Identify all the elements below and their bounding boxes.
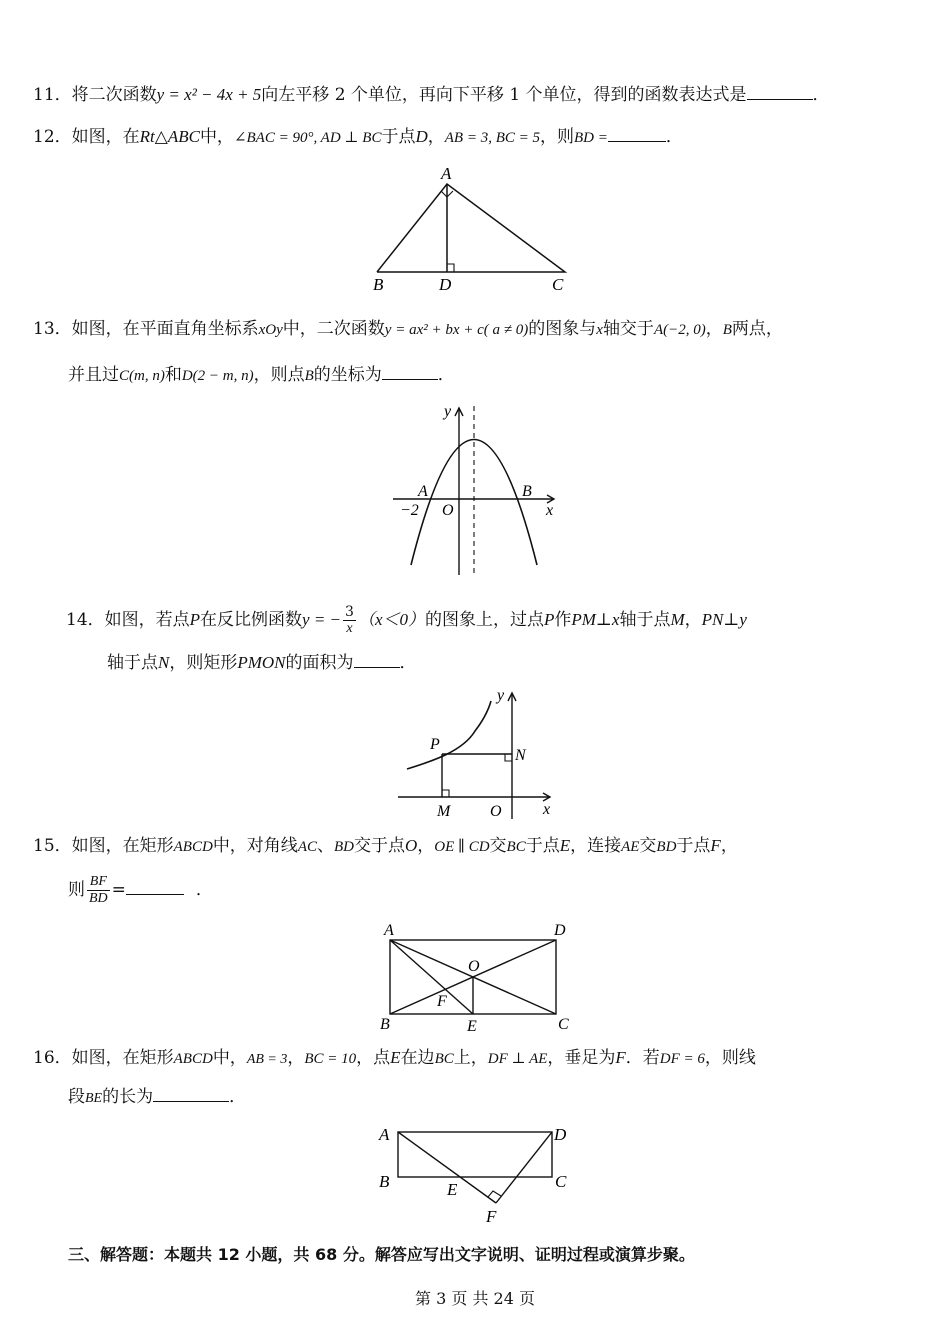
fraction-bf-over-bd: $\frac{BF}{BD}$ (89, 874, 108, 906)
answer-blank[interactable] (354, 650, 400, 668)
label-o: O (442, 502, 454, 519)
q13-parabola-figure (388, 398, 563, 580)
right-angle-mark-f (488, 1191, 501, 1197)
question-11: 11．将二次函数y = x² − 4x + 5向左平移 2 个单位，再向下平移 1 个单位，得到的函数表达式是 ． (33, 82, 830, 107)
label-c: C (558, 1016, 569, 1033)
question-14-line2: 轴于点N，则矩形PMON的面积为 ． (107, 650, 417, 675)
q15-rectangle-figure (378, 918, 578, 1036)
section-3-heading: 三、解答题：本题共 12 小题，共 68 分。解答应写出文字说明、证明过程或演算步聚。 (68, 1245, 695, 1264)
answer-blank[interactable] (747, 82, 813, 100)
question-number: 11． (33, 85, 72, 105)
answer-blank[interactable] (382, 362, 438, 380)
answer-blank[interactable] (126, 877, 184, 895)
label-b: B (380, 1016, 390, 1033)
hyperbola-curve (407, 701, 491, 769)
label-o: O (468, 958, 480, 975)
label-b: B (379, 1172, 390, 1191)
right-angle-mark-n (505, 754, 512, 761)
label-p: P (430, 736, 440, 753)
label-a: A (384, 922, 394, 939)
q12-triangle-figure (366, 162, 576, 297)
label-c: C (552, 275, 564, 294)
question-16-line2: 段BE的长为 ． (68, 1084, 246, 1111)
label-d: D (554, 922, 566, 939)
question-number: 15． (33, 836, 72, 856)
label-o: O (490, 803, 502, 820)
question-16: 16．如图，在矩形ABCD中，AB = 3，BC = 10，点E在边BC上，DF ⊥ AE，垂足为F．若DF = 6，则线 (33, 1048, 756, 1068)
question-12: 12．如图，在Rt△ABC中，∠BAC = 90°, AD ⊥ BC于点D，AB = 3, BC = 5，则BD = ． (33, 124, 683, 150)
label-a: A (418, 483, 428, 500)
q16-rectangle-figure (372, 1120, 582, 1230)
label-b: B (373, 275, 384, 294)
label-b: B (522, 483, 532, 500)
label-d: D (439, 275, 452, 294)
question-14: 14．如图，若点P在反比例函数y = − $\frac{3}{x}$ （x＜0）的图象上，过点P作PM⊥x轴于点M，PN⊥y (66, 604, 747, 636)
label-x: x (546, 502, 554, 519)
label-f: F (437, 993, 447, 1010)
label-x: x (543, 801, 551, 818)
question-number: 13． (33, 319, 72, 339)
fraction-3-over-x: $\frac{3}{x}$ (345, 604, 354, 636)
question-13-line2: 并且过C(m, n)和D(2 − m, n)，则点B的坐标为 ． (68, 362, 455, 388)
label-n: N (515, 747, 526, 764)
triangle-abc (377, 184, 565, 272)
label-a: A (441, 164, 452, 183)
right-angle-mark-m (442, 790, 449, 797)
math-expression: y = x² − 4x + 5 (156, 85, 262, 104)
segment-ae (390, 940, 473, 1014)
right-angle-mark-d (447, 264, 454, 272)
label-f: F (486, 1207, 497, 1226)
page-footer: 第 3 页 共 24 页 (415, 1289, 535, 1308)
label-e: E (467, 1018, 477, 1035)
question-15: 15．如图，在矩形ABCD中，对角线AC、BD交于点O，OE ∥ CD交BC于点E，连接AE交BD于点F， (33, 836, 738, 856)
label-a: A (379, 1125, 390, 1144)
question-number: 14． (66, 610, 105, 630)
label-e: E (447, 1180, 458, 1199)
question-number: 12． (33, 127, 72, 147)
label-neg2: −2 (400, 502, 419, 519)
label-y: y (444, 403, 452, 420)
label-m: M (437, 803, 451, 820)
label-c: C (555, 1172, 567, 1191)
rectangle-abcd (398, 1132, 552, 1177)
label-d: D (554, 1125, 567, 1144)
question-13: 13．如图，在平面直角坐标系xOy中，二次函数y = ax² + bx + c( a ≠ 0)的图象与x轴交于A(−2, 0)，B两点， (33, 319, 783, 339)
label-y: y (497, 687, 505, 704)
parabola-curve (411, 440, 537, 566)
q14-hyperbola-figure (393, 683, 563, 821)
answer-blank[interactable] (153, 1084, 229, 1102)
question-number: 16． (33, 1048, 72, 1068)
answer-blank[interactable] (608, 124, 666, 142)
question-15-line2: 则 $\frac{BF}{BD}$ = ． (68, 874, 213, 906)
segment-df (496, 1132, 552, 1203)
